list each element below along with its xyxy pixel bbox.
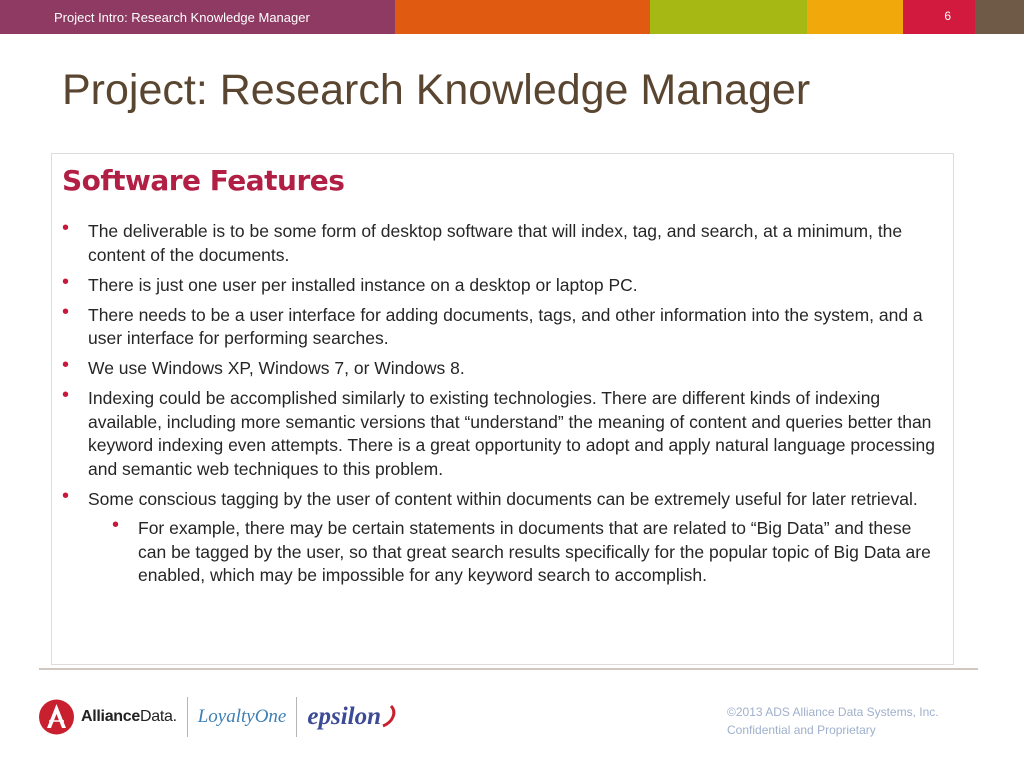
epsilon-swoosh-icon xyxy=(381,702,399,732)
alliance-data-logo-icon xyxy=(38,697,75,737)
slide-number: 6 xyxy=(944,9,951,23)
slide-title: Project: Research Knowledge Manager xyxy=(62,66,811,114)
footer-logos xyxy=(38,694,399,740)
bullet-item xyxy=(62,354,942,381)
content-box xyxy=(51,153,954,665)
logo-separator xyxy=(296,697,297,737)
logo-separator xyxy=(187,697,188,737)
bullet-item xyxy=(62,384,942,481)
header-segment-red xyxy=(903,0,975,34)
bullet-item xyxy=(62,270,942,298)
bullet-text: Some conscious tagging by the user of content within documents can be extremely useful for later retrieval. xyxy=(88,488,918,509)
bullet-icon: • xyxy=(62,270,70,293)
header-color-bar xyxy=(0,0,1024,34)
alliance-data-logo xyxy=(81,708,177,726)
bullet-text: There needs to be a user interface for adding documents, tags, and other information into the system, and a user interface for performing searches. xyxy=(88,304,923,348)
confidential-line: Confidential and Proprietary xyxy=(727,723,876,737)
sub-bullet-item xyxy=(112,514,942,588)
header-segment-orange xyxy=(395,0,650,34)
header-title: Project Intro: Research Knowledge Manager xyxy=(54,10,310,25)
header-segment-yellow xyxy=(807,0,903,34)
bullet-text: There is just one user per installed instance on a desktop or laptop PC. xyxy=(88,274,638,295)
bullet-icon: • xyxy=(62,354,70,376)
header-segment-purple xyxy=(0,0,395,34)
bullet-icon: • xyxy=(62,300,70,323)
bullet-list xyxy=(62,217,942,594)
bullet-item xyxy=(62,217,942,267)
bullet-text: We use Windows XP, Windows 7, or Windows 8. xyxy=(88,358,465,378)
bullet-item xyxy=(62,300,942,351)
bullet-icon: • xyxy=(62,217,70,239)
sub-bullet-text: For example, there may be certain statements in documents that are related to “Big Data” and these can be tagged by the user, so that great search results specifically for the popular topic of Big Data are enabled, which may be impossible for any keyword search to accomplish. xyxy=(138,518,931,585)
epsilon-logo: epsilon xyxy=(307,703,381,730)
alliance-logo-light: Data. xyxy=(139,708,177,725)
loyaltyone-logo: LoyaltyOne xyxy=(197,706,287,727)
bullet-text: The deliverable is to be some form of desktop software that will index, tag, and search, at a minimum, the content of the documents. xyxy=(88,221,903,265)
header-segment-brown xyxy=(975,0,1024,34)
copyright-line: ©2013 ADS Alliance Data Systems, Inc. xyxy=(727,705,939,719)
sub-bullet-list xyxy=(112,514,942,588)
section-title: Software Features xyxy=(62,164,345,197)
bullet-text: Indexing could be accomplished similarly to existing technologies. There are different kinds of indexing available, including more semantic versions that “understand” the meaning of content and queries better than keyword indexing even attempts. There is a great opportunity to adopt and apply natural language processing and semantic web techniques to this problem. xyxy=(88,388,936,479)
sub-bullet-icon: • xyxy=(112,514,120,536)
alliance-logo-bold: Alliance xyxy=(81,708,140,725)
footer-divider xyxy=(39,668,978,670)
bullet-icon: • xyxy=(62,384,70,406)
bullet-icon: • xyxy=(62,484,70,507)
bullet-item xyxy=(62,484,942,588)
header-segment-green xyxy=(650,0,807,34)
copyright-block xyxy=(727,703,939,739)
